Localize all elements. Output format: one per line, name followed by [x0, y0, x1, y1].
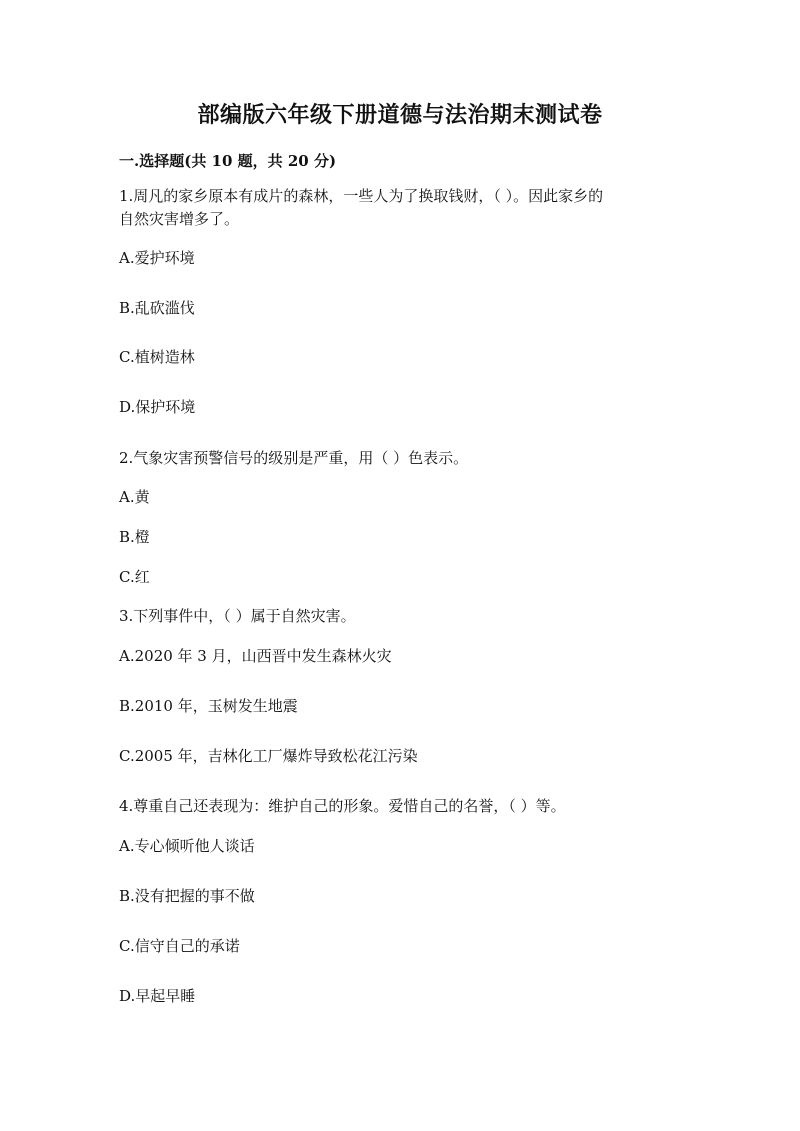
question-1-stem-cont: 自然灾害增多了。 — [119, 210, 240, 228]
question-3-option-c: C.2005 年，吉林化工厂爆炸导致松花江污染 — [119, 747, 418, 765]
question-2-option-c: C.红 — [119, 568, 150, 586]
question-4-option-c: C.信守自己的承诺 — [119, 937, 240, 955]
page-title: 部编版六年级下册道德与法治期末测试卷 — [197, 102, 603, 128]
question-1-option-a: A.爱护环境 — [119, 249, 195, 267]
question-4-option-a: A.专心倾听他人谈话 — [119, 837, 255, 855]
section-heading: 一.选择题(共 10 题，共 20 分) — [119, 152, 337, 170]
question-3-stem: 3.下列事件中，（ ）属于自然灾害。 — [119, 607, 356, 625]
question-3-option-b: B.2010 年，玉树发生地震 — [119, 697, 298, 715]
question-1-option-d: D.保护环境 — [119, 398, 196, 416]
question-4-option-d: D.早起早睡 — [119, 987, 196, 1005]
question-2-option-a: A.黄 — [119, 488, 150, 506]
question-1-option-c: C.植树造林 — [119, 348, 195, 366]
question-4-option-b: B.没有把握的事不做 — [119, 887, 255, 905]
question-3-option-a: A.2020 年 3 月，山西晋中发生森林火灾 — [119, 647, 392, 665]
question-1-stem: 1.周凡的家乡原本有成片的森林，一些人为了换取钱财，（ ）。因此家乡的 — [119, 187, 604, 205]
question-2-option-b: B.橙 — [119, 528, 150, 546]
question-2-stem: 2.气象灾害预警信号的级别是严重，用（ ）色表示。 — [119, 449, 469, 467]
question-4-stem: 4.尊重自己还表现为：维护自己的形象。爱惜自己的名誉，（ ）等。 — [119, 797, 566, 815]
question-1-option-b: B.乱砍滥伐 — [119, 299, 195, 317]
